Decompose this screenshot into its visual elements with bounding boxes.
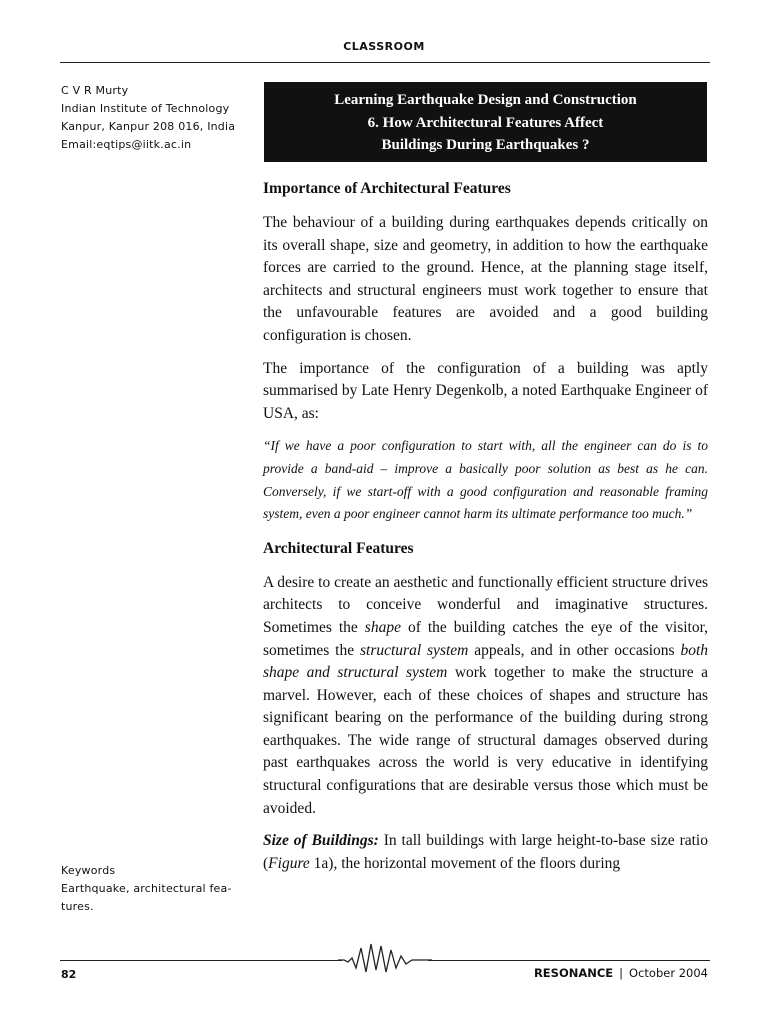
- figure-reference: Figure: [268, 854, 310, 872]
- author-address: Kanpur, Kanpur 208 016, India: [61, 120, 236, 133]
- text-segment: In tall buildings with large height-to-base size ratio (: [263, 832, 708, 872]
- text-segment: 1a), the horizontal movement of the floors during: [313, 854, 621, 872]
- article-title-box: [264, 82, 707, 162]
- keywords-label: Keywords: [61, 864, 116, 877]
- paragraph-behaviour: The behaviour of a building during earthquakes depends critically on its overall shape, size and geometry, in addition to how the earthquake forces are carried to the ground. Hence, at the planning stage itself, architects and structural engineers must work together to ensure that the unfavourable features are avoided and a good building configuration is chosen.: [263, 214, 708, 344]
- paragraph-architectural: [263, 572, 708, 821]
- text-segment: A desire to create an aesthetic and functionally efficient structure drives architects to conceive wonderful and imaginative structures. Sometimes the: [263, 573, 708, 636]
- footer-separator: |: [619, 966, 624, 980]
- journal-footer: [534, 966, 708, 980]
- keywords-block: [61, 862, 241, 916]
- text-segment: of the building catches the eye of the visitor, sometimes the: [263, 618, 709, 659]
- author-email: Email:eqtips@iitk.ac.in: [61, 138, 192, 151]
- paragraph-size-of-buildings: [263, 830, 708, 875]
- heading-architectural-features: Architectural Features: [263, 539, 414, 557]
- article-body: [263, 178, 708, 885]
- title-line-1: Learning Earthquake Design and Construction: [334, 92, 637, 108]
- author-affiliation: Indian Institute of Technology: [61, 102, 230, 115]
- page-number: 82: [61, 968, 77, 981]
- seismograph-wave-icon: [338, 940, 432, 976]
- degenkolb-quote: “If we have a poor configuration to start with, all the engineer can do is to provide a band-aid – improve a basically poor solution as best as he can. Conversely, if we start-off with a good configuration and reasonable framing system, even a poor engineer cannot harm its ultimate performance too much.”: [263, 438, 708, 522]
- author-name: C V R Murty: [61, 84, 129, 97]
- title-line-2: 6. How Architectural Features Affect: [367, 114, 604, 131]
- author-block: [61, 82, 251, 154]
- footer-divider-left: [60, 960, 342, 961]
- term-shape: shape: [364, 618, 401, 636]
- paragraph-configuration: The importance of the configuration of a building was aptly summarised by Late Henry Degenkolb, a noted Earthquake Engineer of USA, as:: [263, 359, 708, 422]
- journal-issue: October 2004: [629, 966, 708, 980]
- footer-divider-right: [428, 960, 710, 961]
- term-both: both shape and structural system: [263, 641, 709, 682]
- run-in-heading-size: Size of Buildings:: [263, 832, 379, 850]
- keywords-line-1: Earthquake, architectural fea-: [61, 882, 232, 895]
- text-segment: work together to make the structure a marvel. However, each of these choices of shapes and structure has significant bearing on the performance of the building during strong earthquakes. The wide range of structural damages observed during past earthquakes across the world is very educative in identifying structural configurations that are desirable versus those which must be avoided.: [263, 664, 708, 817]
- section-header: CLASSROOM: [343, 40, 425, 53]
- title-line-3: Buildings During Earthquakes ?: [381, 137, 590, 153]
- header-divider: [60, 62, 710, 63]
- journal-name: RESONANCE: [533, 966, 614, 980]
- heading-importance: Importance of Architectural Features: [263, 180, 511, 197]
- text-segment: appeals, and in other occasions: [474, 641, 675, 659]
- term-structural-system: structural system: [359, 641, 469, 659]
- keywords-line-2: tures.: [61, 900, 94, 913]
